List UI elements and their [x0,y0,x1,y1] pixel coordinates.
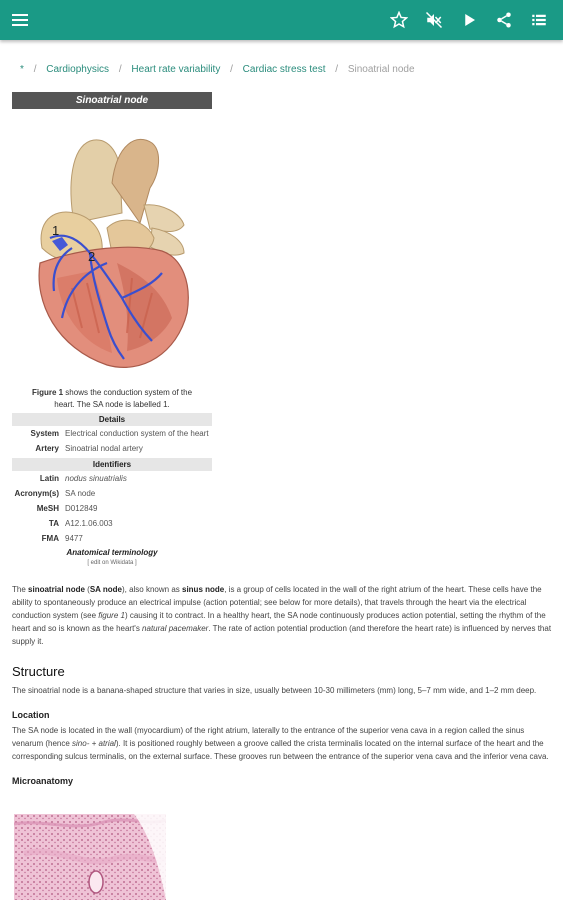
play-icon[interactable] [459,10,479,30]
infobox-key: FMA [41,534,59,543]
infobox-value: nodus sinuatrialis [65,474,127,483]
infobox-value[interactable]: Sinoatrial nodal artery [65,444,143,453]
breadcrumb-separator: / [230,64,233,75]
infobox-footer[interactable]: Anatomical terminology [66,548,158,557]
star-icon[interactable] [389,10,409,30]
infobox-identifiers-header: Identifiers [12,458,212,471]
volume-off-icon[interactable] [424,10,444,30]
italic-term: natural pacemaker [142,624,209,633]
microanatomy-heading: Microanatomy [12,776,74,786]
text-span: ). It is positioned roughly between a groove called the crista terminalis located on the internal surface of the heart and the corresponding sulcus terminalis, on the external surface. These grooves run between the entrance of the superior vena cava and the inferior vena cava. [12,739,549,761]
infobox-value: SA node [65,489,96,498]
intro-paragraph [12,583,552,648]
infobox-key: Acronym(s) [14,489,59,498]
infobox-key: System [30,429,59,438]
bold-term: SA node [89,585,122,594]
figure-label-1: 1 [52,223,60,238]
text-span: The [12,585,29,594]
infobox-row [12,426,212,441]
location-paragraph [12,724,552,763]
figure-label-2: 2 [88,249,96,264]
text-span: ), also known as [121,585,182,594]
table-of-contents-icon[interactable] [529,10,549,30]
infobox-value[interactable]: A12.1.06.003 [65,519,113,528]
structure-paragraph: The sinoatrial node is a banana-shaped structure that varies in size, usually between 10-30 millimeters (mm) long, 5–7 mm wide, and 1–2 mm deep. [12,686,537,695]
text-span: , is a group of cells located in the wall of the right atrium of the heart. These cells have the ability to spontaneously produce an electrical impulse (action potential; see below for more details), that travels through the heart via the electrical conduction system (see [12,585,542,620]
infobox-row [12,471,212,486]
infobox-value[interactable]: D012849 [65,504,98,513]
infobox-value[interactable]: Electrical conduction system of the heart [65,429,209,438]
infobox-key: MeSH [36,504,59,513]
structure-heading: Structure [12,664,65,679]
figure-caption [12,387,212,411]
breadcrumb-separator: / [118,64,122,75]
histology-image[interactable] [14,814,166,900]
infobox-row [12,441,212,456]
breadcrumb-separator: / [33,64,37,75]
breadcrumb-item[interactable]: Cardiophysics [46,64,110,75]
infobox-title: Sinoatrial node [12,92,212,109]
share-icon[interactable] [494,10,514,30]
app-bar-actions [389,8,549,32]
breadcrumb-home[interactable]: * [20,64,24,75]
figure-caption-label: Figure 1 [31,388,64,397]
text-span: ) causing it to contract. In a healthy heart, the SA node continuously produces action potential, setting the rhythm of the heart and so is known as the heart's [12,611,546,633]
figure-reference[interactable]: figure 1 [98,611,125,620]
heart-conduction-image[interactable] [12,113,212,383]
infobox-row [12,531,212,546]
infobox-details-header: Details [12,413,212,426]
infobox [12,92,212,566]
figure-caption-text: shows the conduction system of the heart. The SA node is labelled 1. [54,388,193,409]
edit-on-wikidata-link[interactable]: [ edit on Wikidata ] [87,560,137,566]
infobox-key: Latin [39,474,59,483]
italic-term: sino- + atrial [72,739,116,748]
infobox-value[interactable]: 9477 [65,534,83,543]
hamburger-menu-icon[interactable] [12,14,28,26]
location-heading: Location [12,710,50,720]
text-span: The SA node is located in the wall (myocardium) of the right atrium, laterally to the entrance of the superior vena cava in a region called the sinus venarum (hence [12,726,525,748]
text-span: . The rate of action potential production (and therefore the heart rate) is influenced by nerves that supply it. [12,624,552,646]
breadcrumb-separator: / [335,64,339,75]
infobox-key: TA [48,519,59,528]
breadcrumb [20,64,415,75]
breadcrumb-item[interactable]: Heart rate variability [131,64,221,75]
breadcrumb-current: Sinoatrial node [347,64,415,75]
text-span: ( [84,585,90,594]
infobox-row [12,516,212,531]
infobox-row [12,501,212,516]
infobox-key: Artery [35,444,59,453]
breadcrumb-item[interactable]: Cardiac stress test [242,64,326,75]
article-body [12,583,552,790]
infobox-row [12,486,212,501]
app-bar [0,0,563,40]
bold-term: sinus node [182,585,225,594]
bold-term: sinoatrial node [28,585,85,594]
